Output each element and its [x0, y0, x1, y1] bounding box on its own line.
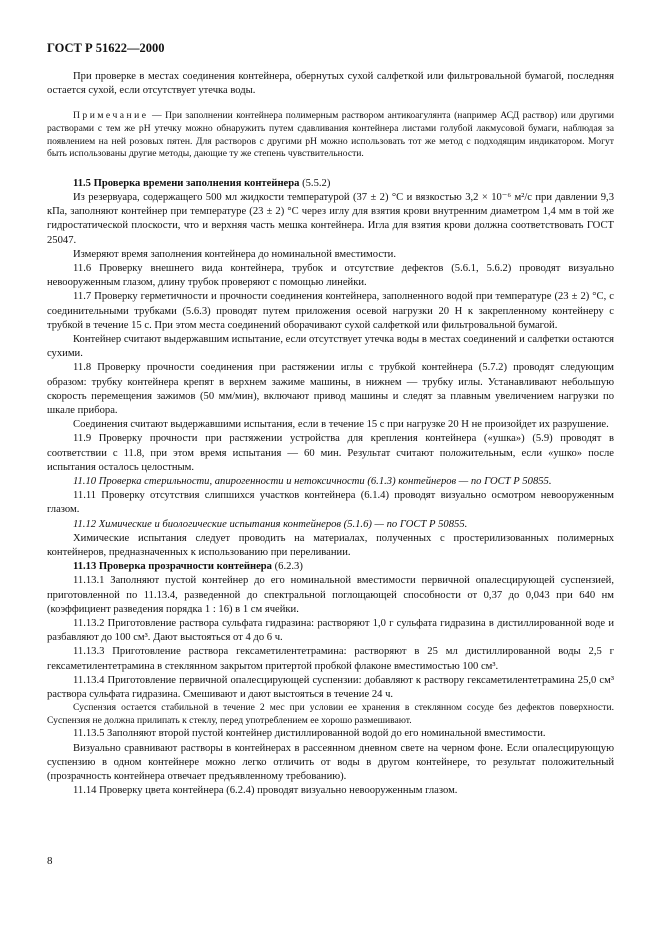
paragraph: Контейнер считают выдержавшим испытание, если отсутствует утечка воды в местах соединений и салфетки остаются сухими.	[47, 334, 614, 360]
paragraph: Из резервуара, содержащего 500 мл жидкости температурой (37 ± 2) °С и вязкостью 3,2 × 10⁻⁶ м²/с при давлении 9,3 кПа, заполняют контейнер при температуре (23 ± 2) °С через иглу для взятия крови внутренним диаметром 1,4 мм в той же гидростатической плоскости, что и верхняя часть мешка контейнера. Игла для взятия крови должна соответствовать ГОСТ 25047.	[47, 191, 614, 246]
note-label: Примечание	[73, 110, 149, 122]
paragraph: 11.13.4 Приготовление первичной опалесцирующей суспензии: добавляют к раствору гексаметилентетрамина 25,0 см³ раствора сульфата гидразина. Смешивают и дают выстояться в течение 24 ч.	[47, 674, 614, 701]
paragraph: Визуально сравнивают растворы в контейнерах в рассеянном дневном свете на черном фоне. Если опалесцирующую суспензию в одном контейнере можно легко отличить от воды в другом контейнере, то результат положительный (прозрачность контейнера отвечает предъявленному требованию).	[47, 742, 614, 783]
paragraph: 11.13.3 Приготовление раствора гексаметилентетрамина: растворяют в 25 мл дистиллированной воды 2,5 г гексаметилентетрамина в стеклянном закрытом притертой пробкой флаконе вместимостью 100 см³.	[47, 646, 614, 672]
paragraph: 11.11 Проверку отсутствия слипшихся участков контейнера (6.1.4) проводят визуально осмотром невооруженным глазом.	[47, 490, 614, 516]
small-paragraph: Суспензия остается стабильной в течение 2 мес при условии ее хранения в стеклянном сосуде без дефектов поверхности. Суспензия не должна прилипать к стеклу, перед употреблением ее хорошо размешивают.	[47, 702, 614, 726]
paragraph: 11.7 Проверку герметичности и прочности соединения контейнера, заполненного водой при температуре (23 ± 2) °С, с соединительными трубками (5.6.3) проводят путем приложения осевой нагрузки 20 Н к закрепленному контейнеру с трубкой в течение 15 с. При этом места соединений оборачивают сухой салфеткой или фильтровальной бумагой.	[47, 291, 614, 331]
note-text: При заполнении контейнера полимерным раствором антикоагулянта (например АСД раствор) или другими растворами с тем же pH утечку можно обнаружить путем сдавливания контейнера листами голубой лакмусовой бумаги, наблюдая за появлением на ней розовых пятен. Для растворов с другими pH можно использовать тот же метод с подходящим индикатором. Могут быть использованы другие методы, дающие ту же степень чувствительности.	[47, 110, 614, 160]
paragraph: Измеряют время заполнения контейнера до номинальной вместимости.	[73, 248, 396, 260]
section-heading: 11.5 Проверка времени заполнения контейнера (5.5.2)	[73, 177, 331, 189]
paragraph: 11.13.2 Приготовление раствора сульфата гидразина: растворяют 1,0 г сульфата гидразина в дистиллированной воде и разбавляют до 100 см³. Дают выстояться от 4 до 6 ч.	[47, 618, 614, 644]
paragraph: 11.13.1 Заполняют пустой контейнер до его номинальной вместимости первичной опалесцирующей суспензией, приготовленной по 11.13.4, разведенной до спектральной поглощающей способности от 0,37 до 0,043 при 640 нм (коэффициент разведения порядка 1 : 16) в 1 см ячейки.	[47, 575, 614, 615]
paragraph: 11.14 Проверку цвета контейнера (6.2.4) проводят визуально невооруженным глазом.	[73, 785, 458, 797]
paragraph: Химические испытания следует проводить на материалах, полученных с простерилизованных полимерных контейнеров, предназначенных к использованию при переливании.	[47, 532, 614, 559]
italic-paragraph: 11.12 Химические и биологические испытания контейнеров (5.1.6) — по ГОСТ Р 50855.	[73, 518, 468, 530]
paragraph: 11.9 Проверку прочности при растяжении устройства для крепления контейнера («ушка») (5.9) проводят в соответствии с 11.8, при этом время испытания — 60 мин. Результат считают положительным, если «ушко» после испытания осталось целостным.	[47, 433, 614, 473]
paragraph: 11.13.5 Заполняют второй пустой контейнер дистиллированной водой до его номинальной вместимости.	[73, 728, 546, 740]
page-number: 8	[47, 855, 53, 867]
paragraph: Соединения считают выдержавшими испытания, если в течение 15 с при нагрузке 20 Н не произойдет их разрушение.	[73, 419, 609, 431]
paragraph: 11.6 Проверку внешнего вида контейнера, трубок и отсутствие дефектов (5.6.1, 5.6.2) проводят визуально невооруженным глазом, длину трубок проверяют с помощью линейки.	[47, 263, 614, 289]
paragraph: При проверке в местах соединения контейнера, обернутых сухой салфеткой или фильтровальной бумагой, последняя остается сухой, если отсутствует утечка воды.	[47, 71, 614, 97]
italic-paragraph: 11.10 Проверка стерильности, апирогенности и нетоксичности (6.1.3) контейнеров — по ГОСТ Р 50855.	[73, 476, 552, 488]
document-header: ГОСТ Р 51622—2000	[47, 41, 165, 55]
note-paragraph: Примечание — При заполнении контейнера полимерным раствором антикоагулянта (например АСД раствор) или другими растворами с тем же pH утечку можно обнаружить путем сдавливания контейнера листами голубой лакмусовой бумаги, наблюдая за появлением на ней розовых пятен. Для растворов с другими pH можно использовать тот же метод с подходящим индикатором. Могут быть использованы другие методы, дающие ту же степень чувствительности.	[47, 110, 614, 160]
document-body	[47, 70, 614, 799]
section-heading: 11.13 Проверка прозрачности контейнера (6.2.3)	[73, 561, 303, 573]
paragraph: 11.8 Проверку прочности соединения при растяжении иглы с трубкой контейнера (5.7.2) проводят следующим образом: трубку контейнера крепят в верхнем зажиме машины, в нижнем — трубку иглы. Устанавливают небольшую скорость перемещения зажимов (50 мм/мин), включают привод машины и следят за плавным увеличением нагрузки по шкале прибора.	[47, 362, 614, 417]
